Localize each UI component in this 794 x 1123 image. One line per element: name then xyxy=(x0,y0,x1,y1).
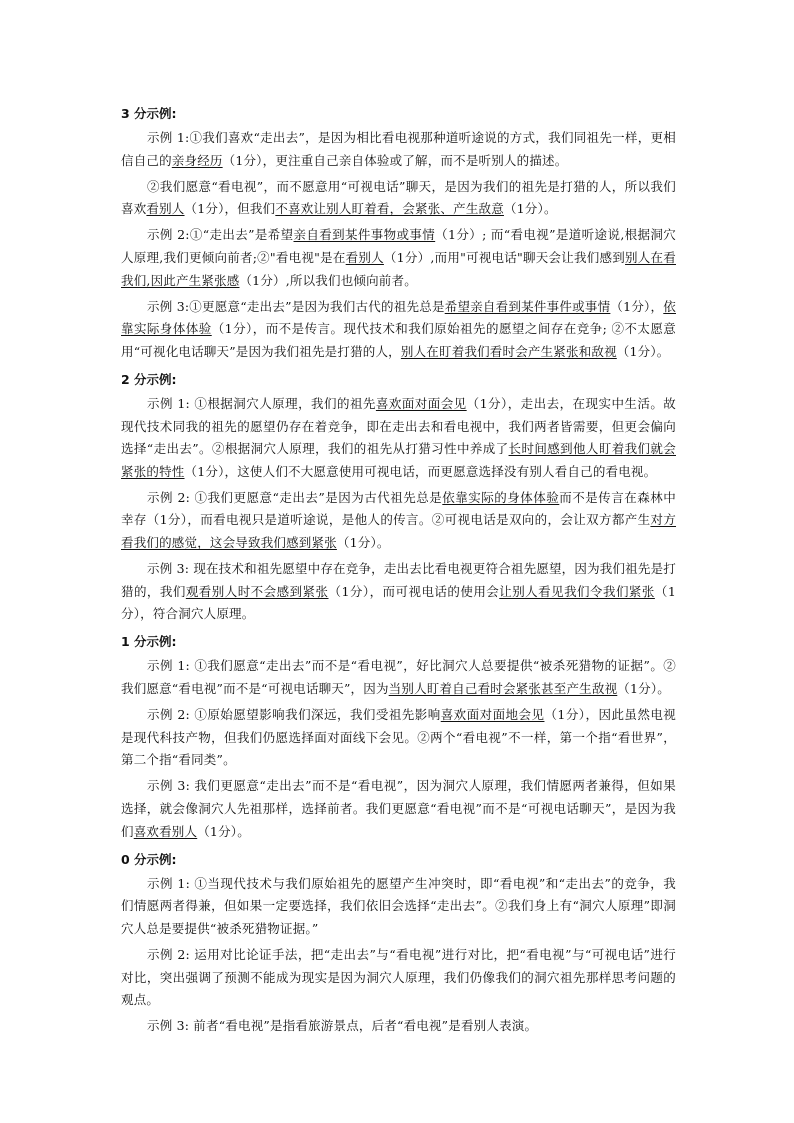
example-paragraph xyxy=(121,944,676,1012)
text-run: （1分）。 xyxy=(617,680,670,696)
text-run: （1分）; 而“看电视”是道听途说,根据洞穴人原理,我们更倾向前者;②"看电视"是在 xyxy=(121,227,676,265)
example-paragraph xyxy=(121,393,676,483)
text-run: 示例 3: 我们更愿意“走出去”而不是“看电视”，因为洞穴人原理，我们情愿两者兼得，但如果选择，就会像洞穴人先祖那样，选择前者。我们更愿意“看电视”而不是“可视电话聊天”，是因为我们 xyxy=(121,778,676,839)
text-run: 示例 1:①我们喜欢“走出去”，是因为相比看电视那种道听途说的方式，我们同祖先一样，更相信自己的 xyxy=(121,130,676,168)
text-run: （1分），这使人们不大愿意使用可视电话，而更愿意选择没有别人看自己的看电视。 xyxy=(184,463,657,479)
key-point-underline: 依靠实际的身体体验 xyxy=(442,489,560,505)
example-paragraph xyxy=(121,873,676,941)
key-point-underline: 不喜欢让别人盯着看，会紧张、产生敌意 xyxy=(275,201,504,217)
text-run: （1分）。 xyxy=(336,535,390,550)
text-run: （1分）,所以我们也倾向前者。 xyxy=(239,272,417,288)
text-run: （1分），更注重自己亲自体验或了解，而不是听别人的描述。 xyxy=(222,152,568,168)
example-paragraph xyxy=(121,176,676,221)
text-run: 示例 3: 现在技术和祖先愿望中存在竞争，走出去比看电视更符合祖先愿望，因为我们祖先是打猎的，我们 xyxy=(121,561,676,599)
text-run: ②我们愿意“看电视”，而不愿意用“可视电话”聊天，是因为我们的祖先是打猎的人，所以我们喜欢 xyxy=(121,178,676,217)
key-point-underline: 看别人 xyxy=(345,249,384,265)
text-run: （1分），而可视电话的使用会 xyxy=(328,583,500,599)
example-paragraph xyxy=(121,487,676,555)
text-run: 示例 3: 前者“看电视”是指看旅游景点，后者“看电视”是看别人表演。 xyxy=(147,1018,538,1034)
text-run: （1分）。 xyxy=(197,823,250,839)
text-run: （1分）， xyxy=(610,298,664,314)
key-point-underline: 看别人 xyxy=(146,201,185,217)
key-point-underline: 喜欢面对面会见 xyxy=(375,395,467,411)
example-paragraph xyxy=(121,224,676,292)
text-run: 示例 1: ①根据洞穴人原理，我们的祖先 xyxy=(147,395,376,411)
text-run: 而不是传言在森林中幸存（1分），而看电视只是道听途说，是他人的传言。②可视电话是双向的，会让双方都产生 xyxy=(121,489,676,528)
text-run: （1分）。 xyxy=(616,343,670,359)
key-point-underline: 观看别人时不会感到紧张 xyxy=(185,583,329,599)
text-run: 示例 2: 运用对比论证手法，把“走出去”与“看电视”进行对比，把“看电视”与“可视电话”进行对比，突出强调了预测不能成为现实是因为洞穴人原理，我们仍像我们的洞穴祖先那样思考问题的观点。 xyxy=(121,946,676,1008)
text-run: 示例 2: ①原始愿望影响我们深远，我们受祖先影响 xyxy=(147,707,441,723)
key-point-underline: 对方看我们的感觉，这会导致我们感到紧张 xyxy=(121,512,677,550)
text-run: （1分），但我们 xyxy=(184,201,276,217)
example-paragraph xyxy=(121,558,676,626)
text-run: 示例 1: ①我们愿意“走出去”而不是“看电视”，好比洞穴人总要提供“被杀死猎物的证据”。②我们愿意“看电视”而不是“可视电话聊天”，因为 xyxy=(121,658,676,696)
text-run: （1分）,而用"可视电话"聊天会让我们感到 xyxy=(383,249,626,265)
example-paragraph xyxy=(121,1015,676,1038)
key-point-underline: 亲自看到某件事物或事情 xyxy=(293,227,436,243)
key-point-underline: 喜欢看别人 xyxy=(133,823,198,839)
text-run: （1分），符合洞穴人原理。 xyxy=(121,583,676,622)
example-paragraph xyxy=(121,655,676,700)
key-point-underline: 当别人盯着自己看时会紧张甚至产生敌视 xyxy=(388,680,618,696)
text-run: 示例 1: ①当现代技术与我们原始祖先的愿望产生冲突时，即“看电视”和“走出去”的竞争，我们情愿两者得兼，但如果一定要选择，我们依旧会选择“走出去”。②我们身上有“洞穴人原理”即洞穴人总是要提供“被杀死猎物证据。” xyxy=(121,875,676,936)
score-heading: 0 分示例: xyxy=(121,851,177,867)
key-point-underline: 别人在看我们,因此产生紧张感 xyxy=(121,249,676,288)
example-paragraph xyxy=(121,704,676,772)
text-run: 示例 2: ①我们更愿意“走出去”是因为古代祖先总是 xyxy=(147,489,443,505)
text-run: （1分），因此虽然电视是现代科技产物，但我们仍愿选择面对面线下会见。②两个“看电视”不一样，第一个指“看世界”，第二个指“看同类”。 xyxy=(121,707,677,768)
document-body xyxy=(121,101,676,1041)
key-point-underline: 亲身经历 xyxy=(171,152,223,168)
text-run: 示例 3:①更愿意“走出去”是因为我们古代的祖先总是 xyxy=(147,298,445,314)
key-point-underline: 别人在盯着我们看时会产生紧张和敌视 xyxy=(400,343,617,359)
key-point-underline: 让别人看见我们令我们紧张 xyxy=(499,583,655,599)
example-paragraph xyxy=(121,127,676,172)
score-heading: 2 分示例: xyxy=(121,371,177,387)
example-paragraph xyxy=(121,296,676,364)
text-run: 示例 2:①“走出去”是希望 xyxy=(147,227,294,243)
key-point-underline: 希望亲自看到某件事件或事情 xyxy=(444,298,611,314)
text-run: （1分），而不是传言。现代技术和我们原始祖先的愿望之间存在竞争; ②不太愿意用“可视化电话聊天”是因为我们祖先是打猎的人， xyxy=(121,321,676,359)
key-point-underline: 长时间感到他人盯着我们就会紧张的特性 xyxy=(121,441,676,479)
key-point-underline: 喜欢面对面地会见 xyxy=(440,707,545,723)
text-run: （1分）。 xyxy=(503,201,557,217)
example-paragraph xyxy=(121,775,676,843)
text-run: （1分），走出去，在现实中生活。故现代技术同我的祖先的愿望仍存在着竞争，即在走出去和看电视中，我们两者皆需要，但更会偏向选择“走出去”。②根据洞穴人原理，我们的祖先从打猎习性中养成了 xyxy=(121,395,676,457)
score-heading: 3 分示例: xyxy=(121,106,177,121)
score-heading: 1 分示例: xyxy=(121,634,177,650)
key-point-underline: 依靠实际身体体验 xyxy=(121,298,676,337)
